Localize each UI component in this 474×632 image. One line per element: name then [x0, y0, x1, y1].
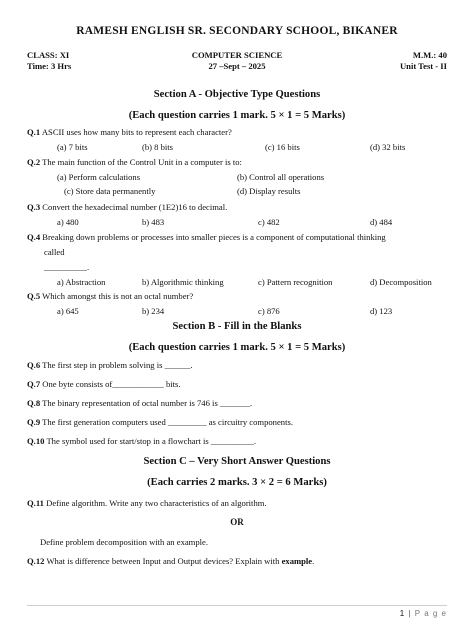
question-3: [27, 202, 227, 212]
option-d: d) Decomposition: [370, 277, 432, 287]
question-number: Q.8: [27, 398, 41, 408]
question-12: [27, 556, 314, 566]
page-separator: |: [408, 609, 411, 618]
question-5: [27, 291, 193, 301]
time-label: Time: 3 Hrs: [27, 61, 72, 71]
question-text: One byte consists of____________ bits.: [42, 379, 181, 389]
option-c: c) 876: [258, 306, 280, 316]
option-a: (a) Perform calculations: [57, 172, 141, 182]
option-b: b) 483: [142, 217, 165, 227]
question-text: Convert the hexadecimal number (1E2)16 to decimal.: [42, 202, 228, 212]
question-9: [27, 417, 293, 427]
question-text: What is difference between Input and Output devices? Explain with: [46, 556, 282, 566]
question-text: The main function of the Control Unit in a computer is to:: [42, 157, 242, 167]
test-name: Unit Test - II: [399, 61, 447, 71]
option-a: a) 480: [57, 217, 79, 227]
question-text: Define algorithm. Write any two characteristics of an algorithm.: [46, 498, 267, 508]
school-name: RAMESH ENGLISH SR. SECONDARY SCHOOL, BIKANER: [76, 25, 398, 37]
question-2: [27, 157, 242, 167]
question-text: Which amongst this is not an octal number?: [42, 291, 194, 301]
question-6: [27, 360, 193, 370]
question-number: Q.10: [27, 436, 45, 446]
question-number: Q.12: [27, 556, 45, 566]
question-number: Q.4: [27, 232, 41, 242]
option-a: a) 645: [57, 306, 79, 316]
option-c: (c) Store data permanently: [64, 186, 156, 196]
option-a: a) Abstraction: [57, 277, 106, 287]
option-d: (d) Display results: [237, 186, 301, 196]
option-c: c) 482: [258, 217, 280, 227]
question-number: Q.9: [27, 417, 41, 427]
question-7: [27, 379, 181, 389]
question-number: Q.1: [27, 127, 41, 137]
max-marks-label: M.M.: 40: [412, 50, 447, 60]
option-b: (b) 8 bits: [142, 142, 174, 152]
or-separator: OR: [230, 517, 244, 527]
subject-label: COMPUTER SCIENCE: [191, 50, 283, 60]
question-text: The binary representation of octal number is 746 is _______.: [42, 398, 253, 408]
section-c-title: Section C – Very Short Answer Questions: [143, 456, 331, 467]
question-end: .: [312, 556, 315, 566]
option-b: (b) Control all operations: [237, 172, 325, 182]
answer-blank: __________.: [44, 262, 90, 272]
question-10: [27, 436, 256, 446]
question-number: Q.6: [27, 360, 41, 370]
class-label: CLASS: XI: [27, 50, 70, 60]
section-a-title: Section A - Objective Type Questions: [153, 89, 321, 100]
question-4-continuation: called: [44, 247, 65, 257]
question-8: [27, 398, 252, 408]
option-d: d) 123: [370, 306, 393, 316]
option-b: b) 234: [142, 306, 165, 316]
question-number: Q.2: [27, 157, 41, 167]
option-d: d) 484: [370, 217, 393, 227]
section-a-subtitle: (Each question carries 1 mark. 5 × 1 = 5 Marks): [128, 110, 346, 121]
question-number: Q.3: [27, 202, 41, 212]
question-text: Breaking down problems or processes into smaller pieces is a component of computational thinking: [42, 232, 386, 242]
question-4: [27, 232, 386, 242]
question-number: Q.11: [27, 498, 44, 508]
footer-divider: [27, 605, 447, 606]
section-c-subtitle: (Each carries 2 marks. 3 × 2 = 6 Marks): [147, 477, 327, 488]
option-c: c) Pattern recognition: [258, 277, 333, 287]
emphasis-word: example: [281, 556, 313, 566]
page-word: P a g e: [414, 609, 447, 618]
question-text: ASCII uses how many bits to represent each character?: [41, 127, 232, 137]
question-text: The first generation computers used _________ as circuitry components.: [42, 417, 293, 427]
question-text: The first step in problem solving is ______.: [42, 360, 193, 370]
question-11: [27, 498, 267, 508]
section-b-title: Section B - Fill in the Blanks: [172, 321, 302, 332]
page-footer: [400, 609, 447, 618]
question-text: The symbol used for start/stop in a flowchart is __________.: [46, 436, 256, 446]
question-11-alternative: Define problem decomposition with an example.: [40, 537, 209, 547]
option-c: (c) 16 bits: [265, 142, 300, 152]
option-b: b) Algorithmic thinking: [142, 277, 224, 287]
option-d: (d) 32 bits: [370, 142, 406, 152]
section-b-subtitle: (Each question carries 1 mark. 5 × 1 = 5 Marks): [128, 342, 346, 353]
exam-date: 27 –Sept – 2025: [208, 61, 266, 71]
question-1: [27, 127, 232, 137]
question-number: Q.7: [27, 379, 41, 389]
page-number: 1: [399, 609, 405, 618]
question-number: Q.5: [27, 291, 41, 301]
option-a: (a) 7 bits: [57, 142, 88, 152]
